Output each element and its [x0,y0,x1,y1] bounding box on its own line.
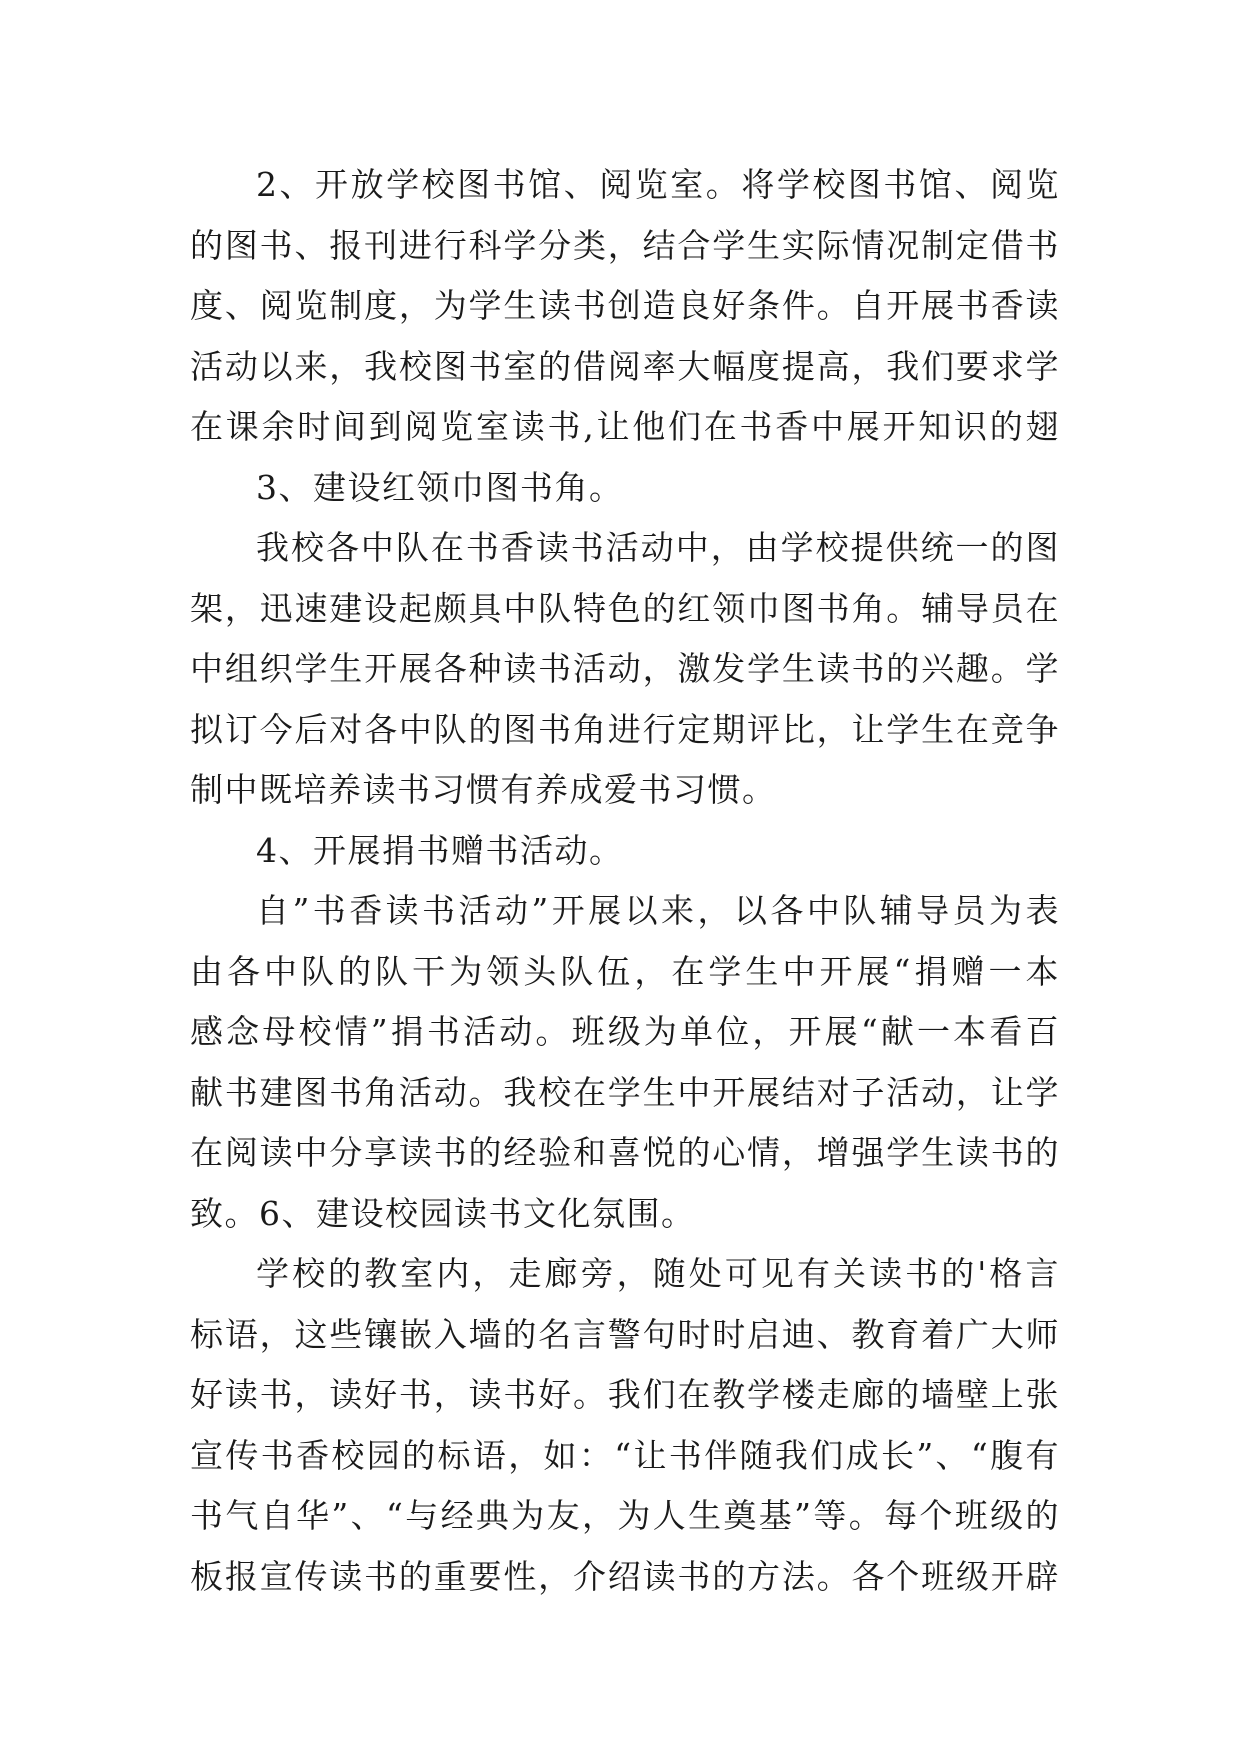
text-line: 我校各中队在书香读书活动中，由学校提供统一的图 [256,528,1060,567]
text-line: 由各中队的队干为领头队伍，在学生中开展“捐赠一本 [190,951,1060,991]
text-line: 板报宣传读书的重要性，介绍读书的方法。各个班级开辟 [190,1556,1060,1596]
text-line: 书气自华”、“与经典为友，为人生奠基”等。每个班级的 [190,1496,1060,1535]
text-line: 感念母校情”捐书活动。班级为单位，开展“献一本看百 [190,1012,1060,1051]
text-line: 自”书香读书活动”开展以来，以各中队辅导员为表 [256,891,1060,930]
text-line: 3、建设红领巾图书角。 [256,467,624,507]
text-line: 标语，这些镶嵌入墙的名言警句时时启迪、教育着广大师 [190,1314,1060,1354]
text-line: 好读书，读好书，读书好。我们在教学楼走廊的墙壁上张 [190,1375,1060,1414]
document-body [190,155,1060,1607]
text-line: 学校的教室内，走廊旁，随处可见有关读书的'格言 [256,1254,1060,1293]
text-line: 献书建图书角活动。我校在学生中开展结对子活动，让学 [190,1072,1060,1112]
text-line: 度、阅览制度，为学生读书创造良好条件。自开展书香读 [190,286,1060,325]
text-line: 致。6、建设校园读书文化氛围。 [190,1193,696,1233]
text-line: 在课余时间到阅览室读书,让他们在书香中展开知识的翅 [190,407,1060,446]
text-line: 在阅读中分享读书的经验和喜悦的心情，增强学生读书的 [190,1133,1060,1172]
text-line: 宣传书香校园的标语，如：“让书伴随我们成长”、“腹有 [190,1435,1060,1475]
text-line: 制中既培养读书习惯有养成爱书习惯。 [190,770,777,809]
text-line: 拟订今后对各中队的图书角进行定期评比，让学生在竞争 [190,709,1060,749]
text-line: 中组织学生开展各种读书活动，激发学生读书的兴趣。学 [190,649,1060,688]
text-line: 活动以来，我校图书室的借阅率大幅度提高，我们要求学 [190,346,1060,386]
text-line: 4、开展捐书赠书活动。 [256,830,624,870]
text-line: 2、开放学校图书馆、阅览室。将学校图书馆、阅览 [256,165,1060,204]
text-line: 的图书、报刊进行科学分类，结合学生实际情况制定借书 [190,225,1060,265]
text-line: 架，迅速建设起颇具中队特色的红领巾图书角。辅导员在 [190,588,1060,628]
